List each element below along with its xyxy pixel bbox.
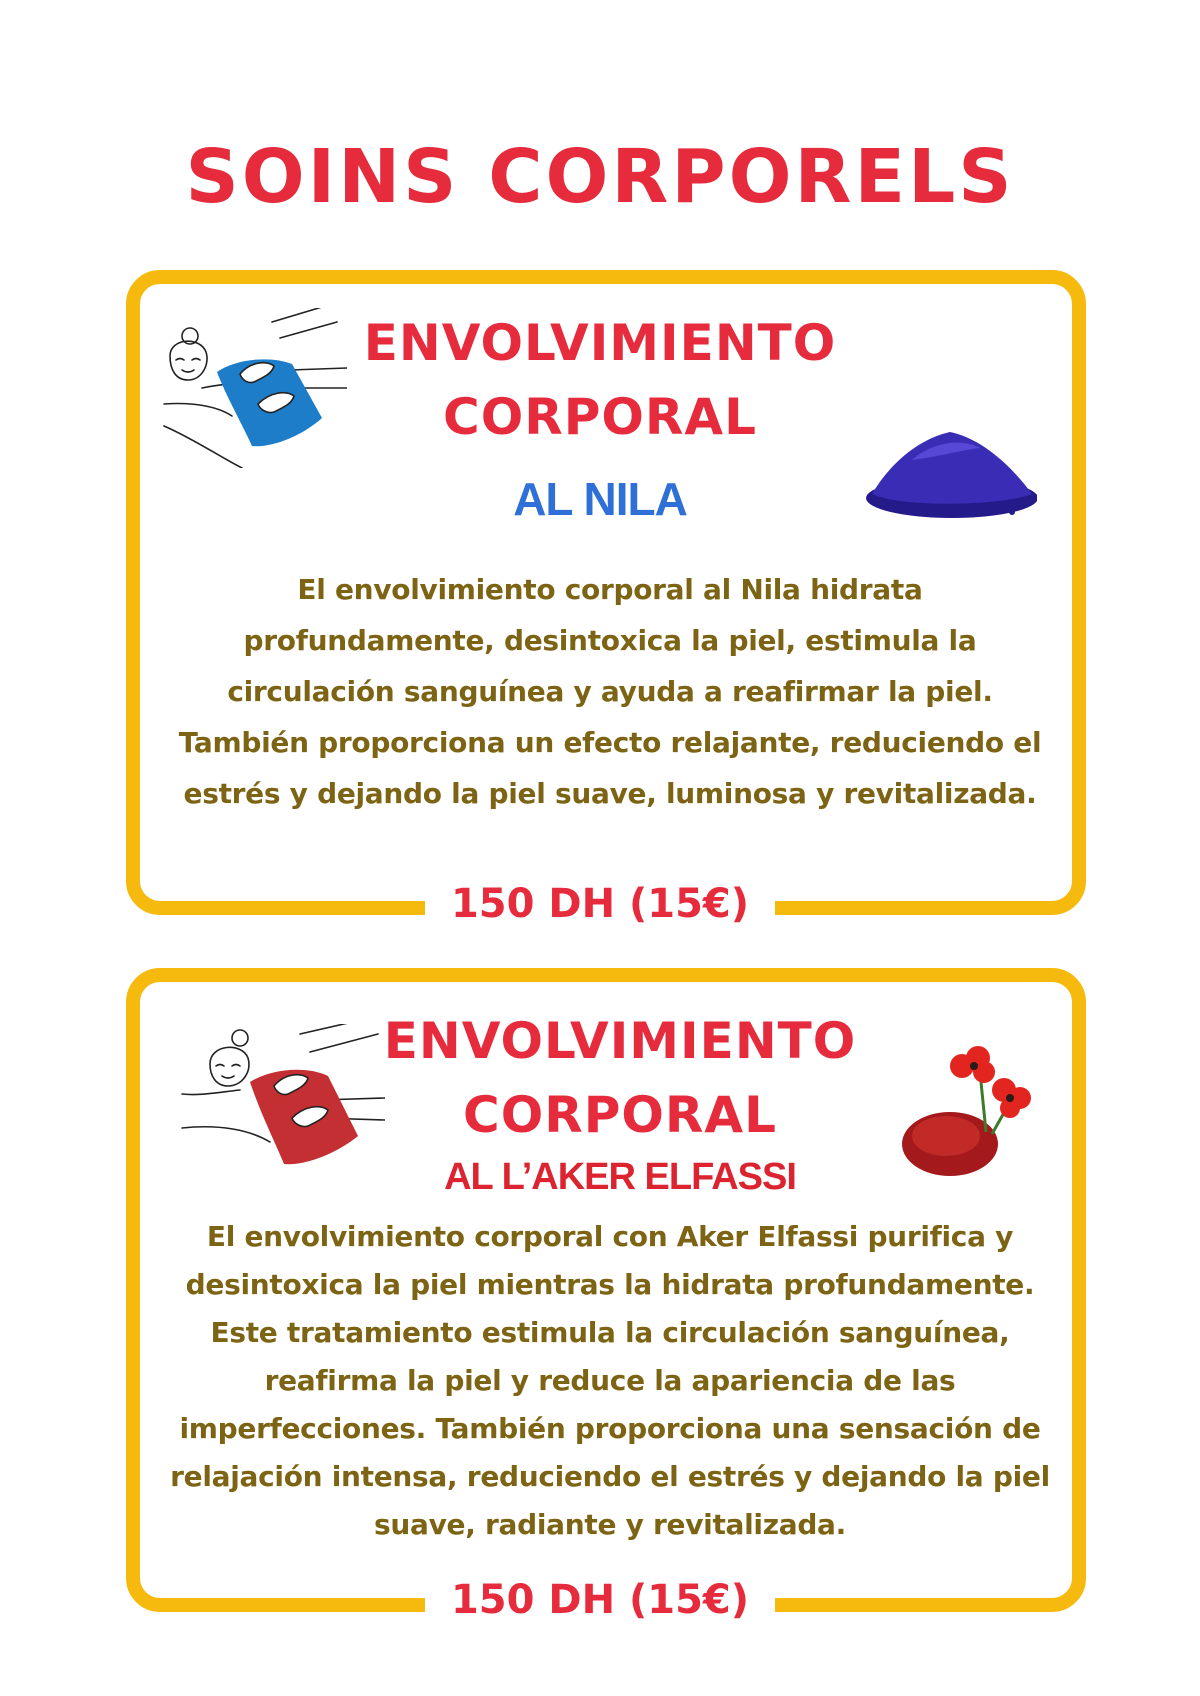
card-description: El envolvimiento corporal al Nila hidrata profundamente, desintoxica la piel, estimula la circulación sanguínea y ayuda a reafirmar la piel. También proporciona un efecto relajante, reduciendo el estrés y dejando la piel suave, luminosa y revitalizada. — [178, 573, 1042, 810]
card-title-line2: CORPORAL — [463, 1086, 777, 1144]
page-title: SOINS CORPORELS — [185, 134, 1015, 220]
card-title-line1: ENVOLVIMIENTO — [363, 314, 837, 372]
red-powder-poppy-image — [900, 1042, 1040, 1182]
price-label — [0, 874, 1200, 934]
service-card-nila — [126, 270, 1086, 915]
card-subtitle: AL L’AKER ELFASSI — [444, 1156, 796, 1198]
card-description: El envolvimiento corporal con Aker Elfassi purifica y desintoxica la piel mientras la hidrata profundamente. Este tratamiento estimula la circulación sanguínea, reafirma la piel y reduce la apariencia de las imperfecciones. También proporciona una sensación de relajación intensa, reduciendo el estrés y dejando la piel suave, radiante y revitalizada. — [170, 1220, 1050, 1541]
price-text: 150 DH (15€) — [425, 1577, 775, 1623]
service-card-aker-elfassi — [126, 968, 1086, 1612]
card-title-line1: ENVOLVIMIENTO — [383, 1012, 857, 1070]
card-title-line2: CORPORAL — [443, 388, 757, 446]
blue-powder-image — [862, 420, 1037, 520]
card-title — [320, 306, 880, 454]
card-subtitle: AL NILA — [513, 473, 687, 525]
price-text: 150 DH (15€) — [425, 881, 775, 927]
card-title — [340, 1004, 900, 1152]
price-label — [0, 1570, 1200, 1630]
